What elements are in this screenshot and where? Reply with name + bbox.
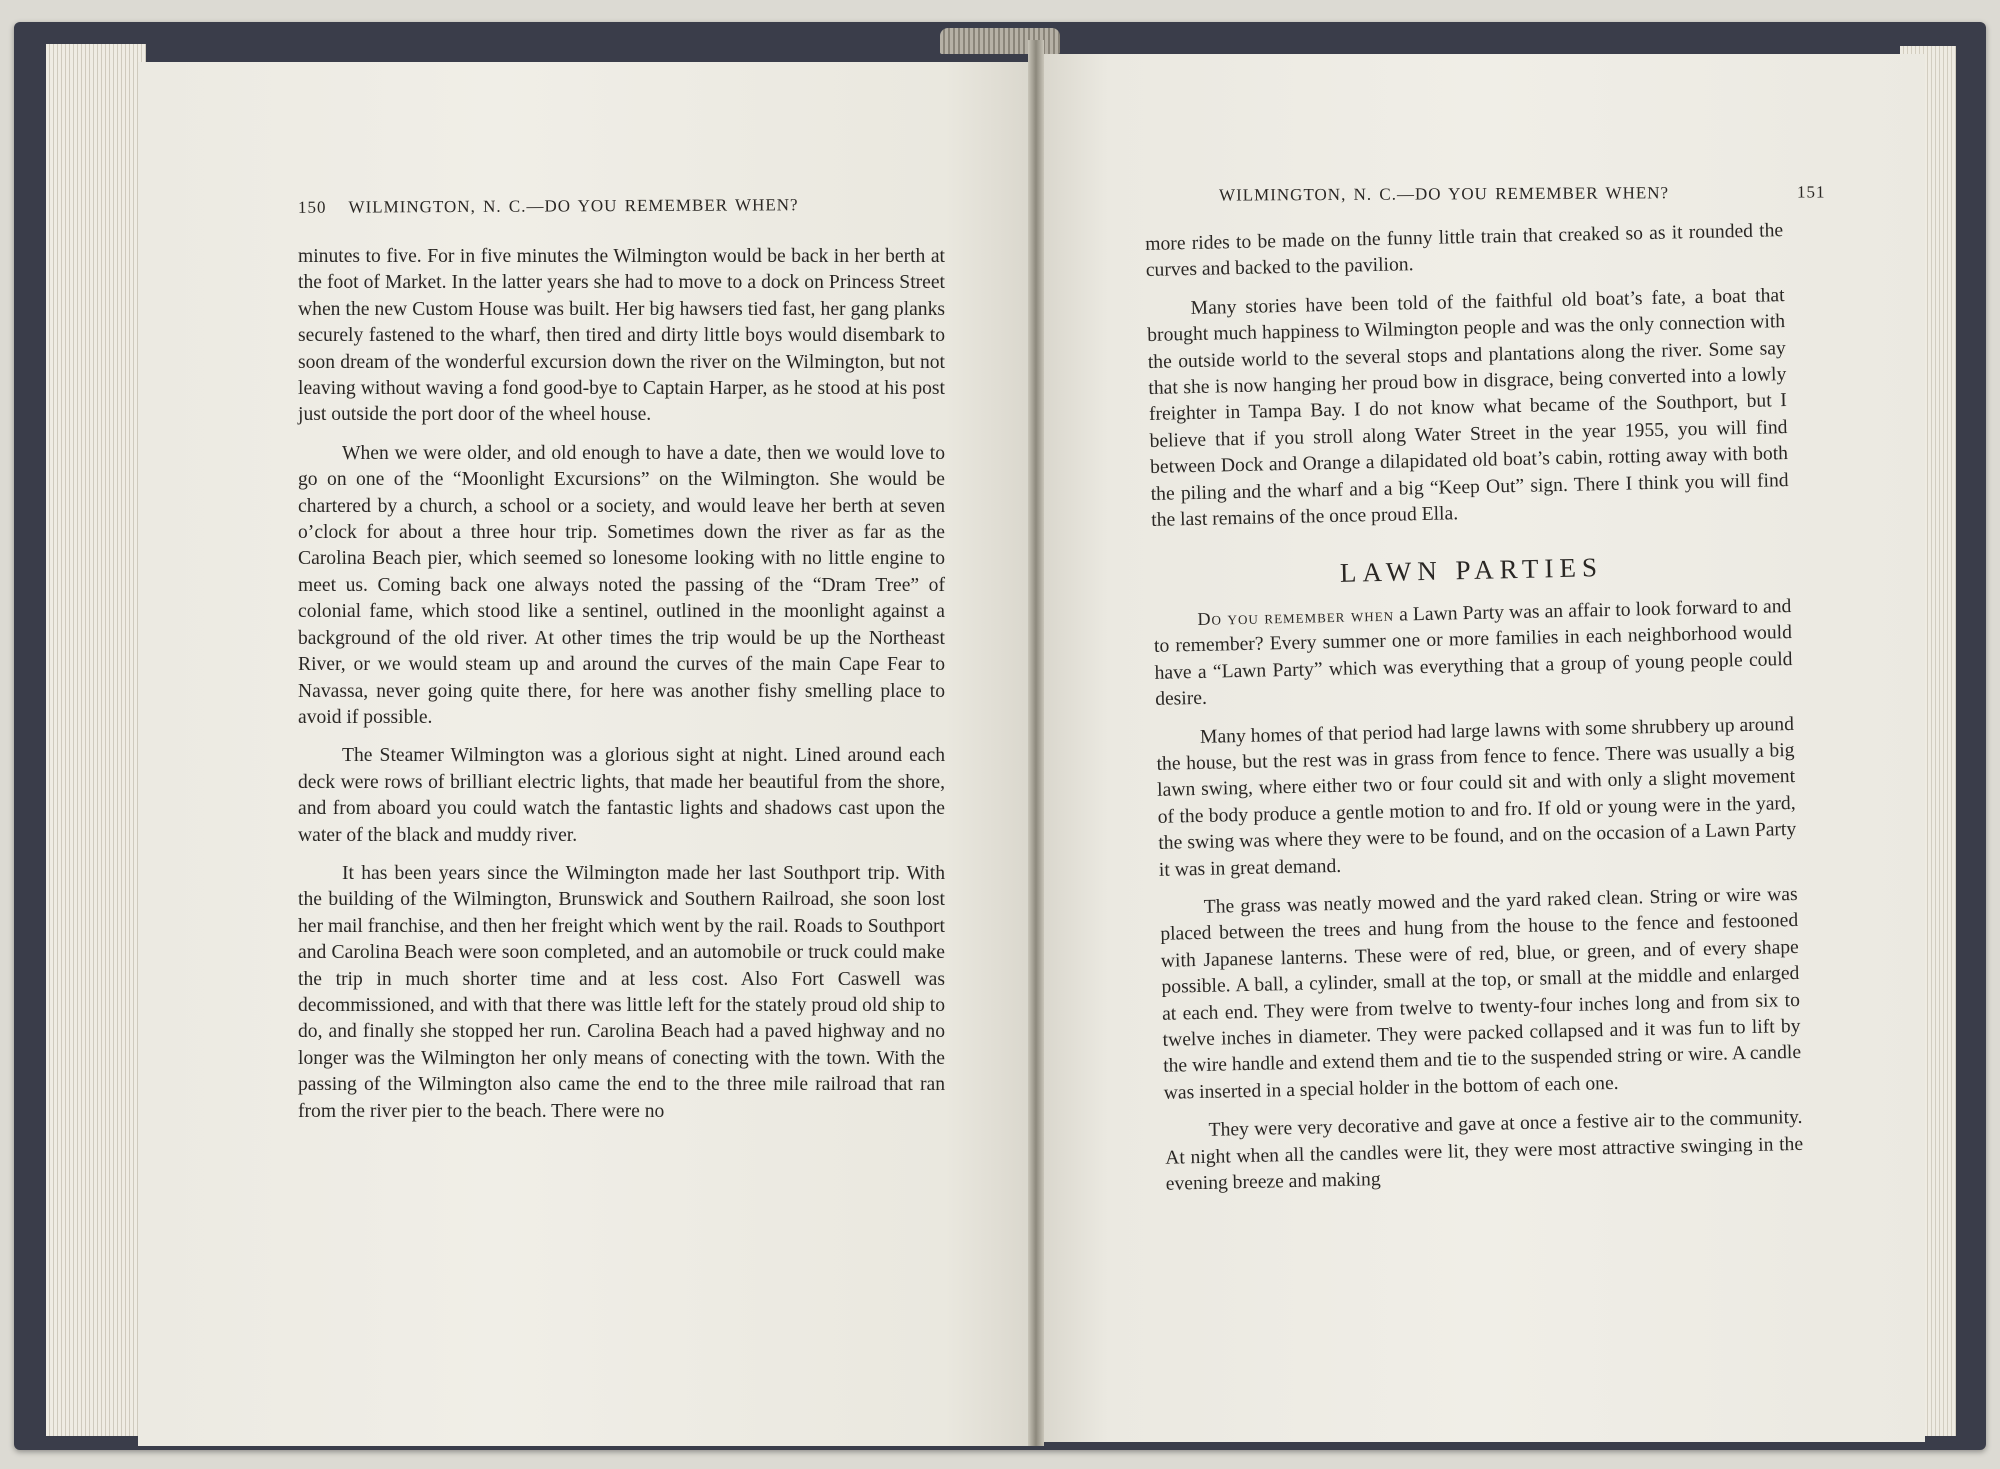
left-paragraph: It has been years since the Wilmington made her last Southport trip. With the building of the Wilmington, Brunswick and Southern Railroad, she soon lost her mail franchise, and then her freight which went by the rail. Roads to Southport and Carolina Beach were soon completed, and an automobile or truck could make the trip in much shorter time and at less cost. Also Fort Caswell was decommissioned, and with that there was little left for the stately proud old ship to do, and finally she stopped her run. Carolina Beach had a paved highway and no longer was the Wilmington her only means of conecting with the town. With the passing of the Wilmington also came the end to the three mile railroad that ran from the river pier to the beach. There were no — [298, 862, 945, 1122]
section-heading: LAWN PARTIES — [1339, 552, 1604, 589]
left-paragraph: minutes to five. For in five minutes the Wilmington would be back in her berth at the foot of Market. In the latter years she had to move to a dock on Princess Street when the new Custom House was built. Her big hawsers tied fast, her gang planks securely fastened to the wharf, then tired and dirty little boys would disembark to soon dream of the wonderful excursion down the river on the Wilmington, but not leaving without waving a fond good-bye to Captain Harper, as he stood at his post just outside the port door of the wheel house. — [298, 246, 945, 426]
right-paragraph: Many stories have been told of the faithful old boat’s fate, a boat that brought much happiness to Wilmington people and was the only connection with the outside world to the several stops and plantations along the river. Some say that she is now hanging her proud bow in disgrace, being converted into a lowly freighter in Tampa Bay. I do not know what became of the Southport, but I believe that if you stroll along Water Street in the year 1955, you will find between Dock and Orange a dilapidated old boat’s cabin, rotting away with both the piling and the wharf and a big “Keep Out” sign. There I think you will find the last remains of the once proud Ella. — [1147, 284, 1789, 531]
left-page — [138, 62, 1035, 1446]
left-page-number: 150 — [297, 197, 327, 217]
left-running-title: WILMINGTON, N. C.—DO YOU REMEMBER WHEN? — [348, 195, 799, 217]
left-running-head — [298, 194, 998, 218]
right-page-number: 151 — [1796, 182, 1826, 202]
right-paragraph: The grass was neatly mowed and the yard raked clean. String or wire was placed between the trees and hung from the house to the fence and festooned with Japanese lanterns. These were of red, blue, or green, and of every shape possible. A ball, a cylinder, small at the top, or small at the middle and enlarged at each end. They were from twelve to twenty-four inches long and from six to twelve inches in diameter. They were packed collapsed and it was fun to lift by the wire handle and extend them and tie to the suspended string or wire. A candle was inserted in a special holder in the bottom of each one. — [1160, 883, 1802, 1104]
page-edges-left — [46, 44, 146, 1436]
left-body-text — [298, 244, 945, 1137]
lawn-parties-intro — [1153, 593, 1793, 714]
right-body-text — [1145, 218, 1804, 1210]
right-paragraph: more rides to be made on the funny little train that creaked so as it rounded the curves and backed to the pavilion. — [1145, 220, 1784, 282]
left-paragraph: When we were older, and old enough to have a date, then we would love to go on one of the “Moonlight Excursions” on the Wilmington. She would be chartered by a church, a school or a society, and would leave her berth at seven o’clock for about a three hour trip. Sometimes down the river as far as the Carolina Beach pier, which seemed so lonesome looking with no little engine to meet us. Coming back one always noted the passing of the “Dram Tree” of colonial fame, which stood like a sentinel, outlined in the moonlight against a background of the old river. At other times the trip would be up the Northeast River, or we would steam up and around the curves of the main Cape Fear to Navassa, never going quite there, for here was another fishy smelling place to avoid if possible. — [298, 442, 945, 728]
right-paragraph: They were very decorative and gave at once a festive air to the community. At night when all the candles were lit, they were most attractive swinging in the evening breeze and making — [1164, 1107, 1804, 1195]
book-gutter — [1028, 40, 1044, 1446]
right-running-head — [1218, 182, 1826, 205]
right-paragraph: Many homes of that period had large lawns with some shrubbery up around the house, but the rest was in grass from fence to fence. There was usually a big lawn swing, where either two or four could sit and with only a slight movement of the body produce a gentle motion to and fro. If old or young were in the yard, the swing was where they were to be found, and on the occasion of a Lawn Party it was in great demand. — [1156, 713, 1797, 881]
right-page — [1037, 54, 1925, 1442]
lead-in-rest: a Lawn Party was an affair to look forward to and to remember? Every summer one or more families in each neighborhood would have a “Lawn Party” which was everything that a group of young people could desire. — [1153, 595, 1793, 710]
lead-in-smallcaps: Do you remember when — [1197, 604, 1395, 629]
right-running-title: WILMINGTON, N. C.—DO YOU REMEMBER WHEN? — [1218, 183, 1670, 205]
left-paragraph: The Steamer Wilmington was a glorious sight at night. Lined around each deck were rows of brilliant electric lights, that made her beautiful from the shore, and from aboard you could watch the fantastic lights and shadows cast upon the water of the black and muddy river. — [298, 745, 945, 846]
